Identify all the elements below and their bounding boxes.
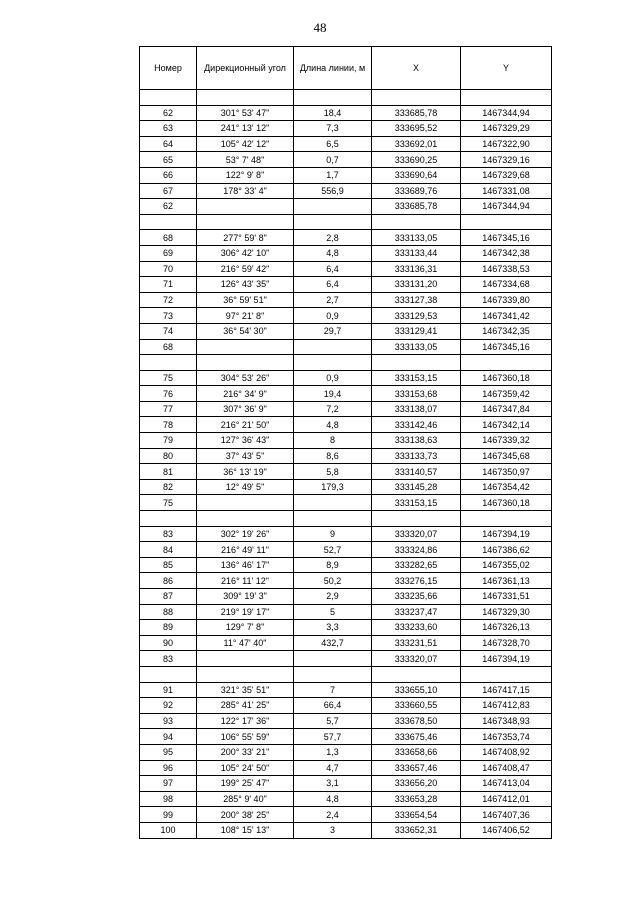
- cell-length: 7: [294, 682, 372, 698]
- cell-y: 1467360,18: [461, 495, 552, 511]
- cell-length: [294, 511, 372, 527]
- cell-number: 64: [140, 136, 197, 152]
- cell-y: 1467341,42: [461, 308, 552, 324]
- cell-x: 333133,44: [372, 245, 461, 261]
- cell-x: 333654,54: [372, 807, 461, 823]
- cell-x: 333675,46: [372, 729, 461, 745]
- cell-number: 66: [140, 167, 197, 183]
- cell-x: 333678,50: [372, 713, 461, 729]
- cell-bearing: 108° 15' 13": [197, 822, 294, 838]
- cell-x: 333660,55: [372, 698, 461, 714]
- table-row: [140, 292, 552, 308]
- cell-length: 8: [294, 433, 372, 449]
- cell-number: [140, 666, 197, 682]
- cell-x: 333131,20: [372, 277, 461, 293]
- cell-y: 1467361,13: [461, 573, 552, 589]
- table-row: [140, 90, 552, 106]
- cell-x: 333133,73: [372, 448, 461, 464]
- cell-y: 1467412,83: [461, 698, 552, 714]
- cell-length: 4,8: [294, 417, 372, 433]
- cell-bearing: 105° 42' 12": [197, 136, 294, 152]
- cell-length: 432,7: [294, 635, 372, 651]
- cell-bearing: [197, 199, 294, 215]
- cell-x: 333235,66: [372, 589, 461, 605]
- cell-y: 1467339,80: [461, 292, 552, 308]
- cell-number: 76: [140, 386, 197, 402]
- cell-x: 333129,53: [372, 308, 461, 324]
- table-row: [140, 386, 552, 402]
- cell-y: 1467339,32: [461, 433, 552, 449]
- cell-length: 18,4: [294, 105, 372, 121]
- cell-length: 8,9: [294, 557, 372, 573]
- cell-y: 1467331,51: [461, 589, 552, 605]
- cell-length: 0,9: [294, 308, 372, 324]
- cell-y: 1467331,08: [461, 183, 552, 199]
- cell-x: 333138,07: [372, 401, 461, 417]
- cell-bearing: [197, 355, 294, 371]
- cell-x: 333276,15: [372, 573, 461, 589]
- cell-bearing: 105° 24' 50": [197, 760, 294, 776]
- cell-x: 333153,15: [372, 370, 461, 386]
- cell-x: 333656,20: [372, 776, 461, 792]
- cell-bearing: 285° 41' 25": [197, 698, 294, 714]
- cell-length: 66,4: [294, 698, 372, 714]
- cell-number: 74: [140, 323, 197, 339]
- cell-bearing: [197, 214, 294, 230]
- cell-x: 333658,66: [372, 744, 461, 760]
- cell-number: [140, 90, 197, 106]
- cell-number: 86: [140, 573, 197, 589]
- table-row: [140, 589, 552, 605]
- table-row: [140, 308, 552, 324]
- cell-y: 1467408,92: [461, 744, 552, 760]
- cell-length: 9: [294, 526, 372, 542]
- cell-number: [140, 511, 197, 527]
- table-row: [140, 682, 552, 698]
- cell-bearing: 304° 53' 26": [197, 370, 294, 386]
- table-row: [140, 261, 552, 277]
- cell-number: 75: [140, 370, 197, 386]
- cell-y: 1467344,94: [461, 199, 552, 215]
- cell-y: 1467406,52: [461, 822, 552, 838]
- cell-number: 92: [140, 698, 197, 714]
- table-row: [140, 199, 552, 215]
- cell-x: 333690,25: [372, 152, 461, 168]
- cell-number: 90: [140, 635, 197, 651]
- cell-y: 1467417,15: [461, 682, 552, 698]
- cell-x: 333657,46: [372, 760, 461, 776]
- table-row: [140, 370, 552, 386]
- cell-y: 1467338,53: [461, 261, 552, 277]
- cell-bearing: 126° 43' 35": [197, 277, 294, 293]
- cell-number: 93: [140, 713, 197, 729]
- cell-number: 99: [140, 807, 197, 823]
- cell-number: 68: [140, 230, 197, 246]
- cell-bearing: 36° 54' 30": [197, 323, 294, 339]
- table-row: [140, 433, 552, 449]
- cell-length: 3: [294, 822, 372, 838]
- cell-x: 333282,65: [372, 557, 461, 573]
- cell-bearing: 309° 19' 3": [197, 589, 294, 605]
- cell-length: 4,8: [294, 245, 372, 261]
- cell-length: 2,8: [294, 230, 372, 246]
- cell-x: 333324,86: [372, 542, 461, 558]
- cell-y: 1467360,18: [461, 370, 552, 386]
- cell-x: 333320,07: [372, 651, 461, 667]
- table-row: [140, 713, 552, 729]
- cell-y: 1467353,74: [461, 729, 552, 745]
- cell-bearing: 321° 35' 51": [197, 682, 294, 698]
- cell-number: 85: [140, 557, 197, 573]
- cell-number: 72: [140, 292, 197, 308]
- cell-number: 83: [140, 651, 197, 667]
- cell-number: 63: [140, 121, 197, 137]
- cell-y: 1467386,62: [461, 542, 552, 558]
- cell-number: 77: [140, 401, 197, 417]
- cell-length: [294, 651, 372, 667]
- cell-length: 0,9: [294, 370, 372, 386]
- table-row: [140, 417, 552, 433]
- cell-bearing: 306° 42' 10": [197, 245, 294, 261]
- table-row: [140, 448, 552, 464]
- cell-length: 1,7: [294, 167, 372, 183]
- cell-bearing: 97° 21' 8": [197, 308, 294, 324]
- cell-bearing: 136° 46' 17": [197, 557, 294, 573]
- cell-number: 65: [140, 152, 197, 168]
- table-row: [140, 604, 552, 620]
- cell-x: 333153,68: [372, 386, 461, 402]
- cell-bearing: 200° 33' 21": [197, 744, 294, 760]
- cell-number: 73: [140, 308, 197, 324]
- cell-x: [372, 511, 461, 527]
- cell-x: 333127,38: [372, 292, 461, 308]
- cell-x: 333685,78: [372, 105, 461, 121]
- cell-number: 84: [140, 542, 197, 558]
- cell-x: 333653,28: [372, 791, 461, 807]
- table-row: [140, 666, 552, 682]
- cell-number: 89: [140, 620, 197, 636]
- cell-length: 2,9: [294, 589, 372, 605]
- cell-length: 1,3: [294, 744, 372, 760]
- cell-y: 1467322,90: [461, 136, 552, 152]
- cell-length: 6,4: [294, 277, 372, 293]
- cell-x: 333136,31: [372, 261, 461, 277]
- cell-bearing: 216° 21' 50": [197, 417, 294, 433]
- cell-bearing: [197, 511, 294, 527]
- cell-y: [461, 214, 552, 230]
- cell-y: 1467344,94: [461, 105, 552, 121]
- cell-length: [294, 355, 372, 371]
- cell-number: 62: [140, 105, 197, 121]
- table-row: [140, 105, 552, 121]
- table-row: [140, 323, 552, 339]
- cell-number: 67: [140, 183, 197, 199]
- table-row: [140, 573, 552, 589]
- cell-length: 3,3: [294, 620, 372, 636]
- table-row: [140, 744, 552, 760]
- cell-x: 333145,28: [372, 479, 461, 495]
- page-number: 48: [313, 20, 327, 35]
- cell-y: 1467394,19: [461, 526, 552, 542]
- table-row: [140, 776, 552, 792]
- cell-x: 333233,60: [372, 620, 461, 636]
- cell-y: 1467342,14: [461, 417, 552, 433]
- cell-length: 5,8: [294, 464, 372, 480]
- cell-x: 333695,52: [372, 121, 461, 137]
- cell-y: 1467412,01: [461, 791, 552, 807]
- table-row: [140, 214, 552, 230]
- cell-y: 1467326,13: [461, 620, 552, 636]
- cell-bearing: 277° 59' 8": [197, 230, 294, 246]
- cell-length: 8,6: [294, 448, 372, 464]
- cell-bearing: 200° 38' 25": [197, 807, 294, 823]
- cell-x: 333133,05: [372, 230, 461, 246]
- table-row: [140, 635, 552, 651]
- cell-length: 6,5: [294, 136, 372, 152]
- cell-bearing: 129° 7' 8": [197, 620, 294, 636]
- cell-x: 333237,47: [372, 604, 461, 620]
- cell-bearing: 219° 19' 17": [197, 604, 294, 620]
- cell-y: [461, 90, 552, 106]
- cell-bearing: [197, 651, 294, 667]
- cell-number: 81: [140, 464, 197, 480]
- table-row: [140, 136, 552, 152]
- cell-y: 1467354,42: [461, 479, 552, 495]
- cell-length: 0,7: [294, 152, 372, 168]
- cell-y: [461, 511, 552, 527]
- cell-number: 97: [140, 776, 197, 792]
- cell-length: 52,7: [294, 542, 372, 558]
- cell-number: 75: [140, 495, 197, 511]
- table-row: [140, 183, 552, 199]
- cell-length: 50,2: [294, 573, 372, 589]
- cell-length: 5: [294, 604, 372, 620]
- table-row: [140, 167, 552, 183]
- cell-length: 7,3: [294, 121, 372, 137]
- cell-x: 333231,51: [372, 635, 461, 651]
- table-row: [140, 557, 552, 573]
- cell-y: 1467345,68: [461, 448, 552, 464]
- cell-x: [372, 90, 461, 106]
- cell-number: 98: [140, 791, 197, 807]
- cell-bearing: 36° 59' 51": [197, 292, 294, 308]
- cell-number: 83: [140, 526, 197, 542]
- table-row: [140, 230, 552, 246]
- cell-length: 2,4: [294, 807, 372, 823]
- cell-x: 333320,07: [372, 526, 461, 542]
- cell-bearing: 285° 9' 40": [197, 791, 294, 807]
- cell-x: 333685,78: [372, 199, 461, 215]
- cell-length: [294, 214, 372, 230]
- table-row: [140, 620, 552, 636]
- cell-bearing: 216° 59' 42": [197, 261, 294, 277]
- cell-length: [294, 90, 372, 106]
- cell-number: 71: [140, 277, 197, 293]
- cell-length: [294, 339, 372, 355]
- cell-x: 333655,10: [372, 682, 461, 698]
- cell-y: 1467342,38: [461, 245, 552, 261]
- cell-number: 69: [140, 245, 197, 261]
- cell-x: 333142,46: [372, 417, 461, 433]
- cell-number: [140, 355, 197, 371]
- cell-bearing: 199° 25' 47": [197, 776, 294, 792]
- header-number: Номер: [140, 47, 197, 90]
- cell-y: 1467329,30: [461, 604, 552, 620]
- table-row: [140, 152, 552, 168]
- cell-bearing: 122° 17' 36": [197, 713, 294, 729]
- table-row: [140, 807, 552, 823]
- cell-bearing: 53° 7' 48": [197, 152, 294, 168]
- cell-bearing: 36° 13' 19": [197, 464, 294, 480]
- cell-y: 1467413,04: [461, 776, 552, 792]
- cell-bearing: [197, 90, 294, 106]
- cell-bearing: 12° 49' 5": [197, 479, 294, 495]
- cell-y: 1467350,97: [461, 464, 552, 480]
- table-row: [140, 511, 552, 527]
- cell-y: 1467334,68: [461, 277, 552, 293]
- cell-x: 333140,57: [372, 464, 461, 480]
- cell-bearing: 301° 53' 47": [197, 105, 294, 121]
- table-row: [140, 791, 552, 807]
- cell-number: 70: [140, 261, 197, 277]
- cell-y: 1467345,16: [461, 230, 552, 246]
- cell-length: 5,7: [294, 713, 372, 729]
- cell-bearing: 216° 11' 12": [197, 573, 294, 589]
- cell-y: 1467348,93: [461, 713, 552, 729]
- cell-bearing: 106° 55' 59": [197, 729, 294, 745]
- cell-length: 556,9: [294, 183, 372, 199]
- table-row: [140, 526, 552, 542]
- cell-bearing: [197, 339, 294, 355]
- cell-number: 79: [140, 433, 197, 449]
- cell-number: 82: [140, 479, 197, 495]
- cell-x: 333153,15: [372, 495, 461, 511]
- cell-number: 87: [140, 589, 197, 605]
- cell-bearing: [197, 495, 294, 511]
- cell-y: 1467329,16: [461, 152, 552, 168]
- cell-y: 1467407,36: [461, 807, 552, 823]
- cell-x: [372, 355, 461, 371]
- table-row: [140, 822, 552, 838]
- cell-number: [140, 214, 197, 230]
- cell-bearing: 216° 49' 11": [197, 542, 294, 558]
- cell-number: 96: [140, 760, 197, 776]
- table-row: [140, 479, 552, 495]
- cell-bearing: 127° 36' 43": [197, 433, 294, 449]
- cell-bearing: 241° 13' 12": [197, 121, 294, 137]
- cell-number: 95: [140, 744, 197, 760]
- table-row: [140, 121, 552, 137]
- cell-y: [461, 666, 552, 682]
- cell-x: 333690,64: [372, 167, 461, 183]
- cell-y: 1467355,02: [461, 557, 552, 573]
- cell-length: [294, 666, 372, 682]
- cell-length: [294, 495, 372, 511]
- cell-number: 91: [140, 682, 197, 698]
- cell-number: 94: [140, 729, 197, 745]
- cell-x: [372, 666, 461, 682]
- cell-y: 1467359,42: [461, 386, 552, 402]
- cell-length: 4,8: [294, 791, 372, 807]
- cell-y: 1467345,16: [461, 339, 552, 355]
- cell-bearing: 216° 34' 9": [197, 386, 294, 402]
- cell-y: 1467328,70: [461, 635, 552, 651]
- cell-length: 7,2: [294, 401, 372, 417]
- cell-length: 179,3: [294, 479, 372, 495]
- cell-y: 1467329,29: [461, 121, 552, 137]
- cell-number: 88: [140, 604, 197, 620]
- cell-length: 57,7: [294, 729, 372, 745]
- cell-y: [461, 355, 552, 371]
- cell-x: 333129,41: [372, 323, 461, 339]
- table-row: [140, 495, 552, 511]
- table-row: [140, 277, 552, 293]
- cell-y: 1467347,84: [461, 401, 552, 417]
- cell-number: 80: [140, 448, 197, 464]
- cell-number: 68: [140, 339, 197, 355]
- cell-x: 333692,01: [372, 136, 461, 152]
- coordinates-table: [139, 46, 552, 839]
- header-length: Длина линии, м: [294, 47, 372, 90]
- header-y: Y: [461, 47, 552, 90]
- header-bearing: Дирекционный угол: [197, 47, 294, 90]
- cell-length: 29,7: [294, 323, 372, 339]
- cell-y: 1467329,68: [461, 167, 552, 183]
- cell-bearing: 302° 19' 26": [197, 526, 294, 542]
- table-row: [140, 760, 552, 776]
- table-body: [140, 90, 552, 839]
- table-row: [140, 339, 552, 355]
- table-row: [140, 245, 552, 261]
- table-row: [140, 542, 552, 558]
- cell-length: 3,1: [294, 776, 372, 792]
- cell-number: 78: [140, 417, 197, 433]
- table-header-row: [140, 47, 552, 90]
- table-row: [140, 698, 552, 714]
- cell-length: 4,7: [294, 760, 372, 776]
- cell-x: 333133,05: [372, 339, 461, 355]
- cell-number: 62: [140, 199, 197, 215]
- table-row: [140, 464, 552, 480]
- cell-x: 333689,76: [372, 183, 461, 199]
- cell-x: 333652,31: [372, 822, 461, 838]
- cell-length: 2,7: [294, 292, 372, 308]
- cell-bearing: 11° 47' 40": [197, 635, 294, 651]
- table-row: [140, 355, 552, 371]
- cell-length: 19,4: [294, 386, 372, 402]
- cell-bearing: 178° 33' 4": [197, 183, 294, 199]
- table-row: [140, 729, 552, 745]
- cell-bearing: 122° 9' 8": [197, 167, 294, 183]
- cell-x: [372, 214, 461, 230]
- cell-y: 1467342,35: [461, 323, 552, 339]
- cell-length: [294, 199, 372, 215]
- cell-x: 333138,63: [372, 433, 461, 449]
- cell-number: 100: [140, 822, 197, 838]
- table-row: [140, 651, 552, 667]
- cell-bearing: [197, 666, 294, 682]
- table-row: [140, 401, 552, 417]
- cell-y: 1467408,47: [461, 760, 552, 776]
- cell-bearing: 307° 36' 9": [197, 401, 294, 417]
- cell-y: 1467394,19: [461, 651, 552, 667]
- cell-bearing: 37° 43' 5": [197, 448, 294, 464]
- cell-length: 6,4: [294, 261, 372, 277]
- header-x: X: [372, 47, 461, 90]
